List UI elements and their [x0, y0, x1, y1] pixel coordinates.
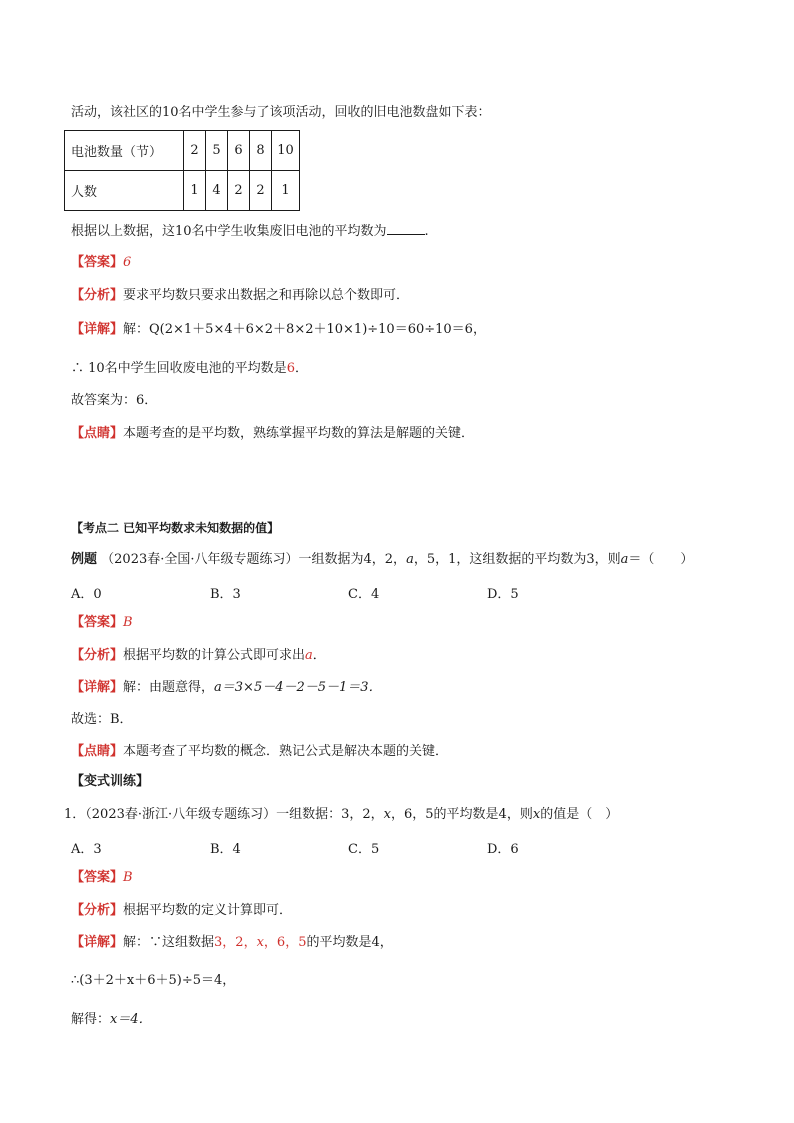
table-cell: 2	[250, 171, 272, 211]
solve-value: x＝4．	[110, 1012, 152, 1027]
comment-text: 本题考查的是平均数，熟练掌握平均数的算法是解题的关键．	[123, 426, 475, 441]
option-c: C．5	[348, 842, 380, 857]
analysis-var: a	[305, 648, 313, 663]
example-var-2: a	[620, 552, 629, 567]
detail-math: a＝3×5－4－2－5－1＝3．	[214, 680, 382, 695]
example-text-3: ＝（ ）	[628, 552, 694, 567]
variant-text-3: 的值是（ ）	[540, 807, 619, 822]
table-cell: 5	[206, 131, 228, 171]
detail-text: 解：∵这组数据	[123, 935, 215, 950]
analysis-line	[71, 287, 409, 305]
option-d: D．5	[487, 587, 519, 602]
option-c: C．4	[348, 587, 380, 602]
detail-label: 【详解】	[71, 322, 124, 337]
analysis-end: ．	[312, 648, 326, 663]
comment-label: 【点睛】	[71, 426, 124, 441]
answer-line	[71, 254, 131, 272]
option-a: A．3	[71, 842, 102, 857]
table-header-cell: 人数	[65, 171, 184, 211]
variant-text-2: ，6，5的平均数是4，则	[391, 807, 533, 822]
answer-line	[71, 869, 133, 887]
detail-label: 【详解】	[71, 680, 124, 695]
variant-title: 【变式训练】	[71, 774, 150, 789]
comment-line	[71, 425, 474, 443]
analysis-text: 根据平均数的定义计算即可．	[123, 903, 293, 918]
solve-label: 解得：	[71, 1012, 111, 1027]
conclusion-line: 故选：B．	[71, 712, 133, 727]
answer-label: 【答案】	[71, 870, 124, 885]
table-row	[65, 131, 300, 171]
table-row	[65, 171, 300, 211]
example-label: 例题	[71, 552, 98, 567]
question-end: .	[424, 224, 429, 239]
variant-1-question	[64, 806, 618, 824]
option-d: D．6	[487, 842, 519, 857]
table-cell: 10	[272, 131, 300, 171]
detail-line	[71, 934, 393, 952]
detail-values: 3，2，	[214, 935, 257, 950]
table-cell: 2	[184, 131, 206, 171]
variant-text: 1．（2023春·浙江·八年级专题练习）一组数据：3，2，	[64, 807, 384, 822]
example-question	[71, 551, 693, 569]
answer-label: 【答案】	[71, 615, 124, 630]
comment-text: 本题考查了平均数的概念．熟记公式是解决本题的关键．	[123, 744, 449, 759]
answer-value: 6	[123, 255, 132, 270]
therefore-text: ∴ 10名中学生回收废电池的平均数是	[71, 361, 287, 376]
section-2-title: 【考点二 已知平均数求未知数据的值】	[71, 521, 280, 535]
analysis-label: 【分析】	[71, 903, 124, 918]
table-cell: 8	[250, 131, 272, 171]
detail-values-2: ，6，5	[263, 935, 307, 950]
answer-value: B	[123, 870, 133, 885]
solve-line	[71, 1011, 152, 1029]
table-cell: 1	[272, 171, 300, 211]
comment-label: 【点睛】	[71, 744, 124, 759]
table-cell: 1	[184, 171, 206, 211]
answer-label: 【答案】	[71, 255, 124, 270]
table-cell: 2	[228, 171, 250, 211]
comment-line	[71, 743, 448, 761]
analysis-label: 【分析】	[71, 288, 124, 303]
conclusion-line: 故答案为：6．	[71, 393, 158, 408]
option-a: A．0	[71, 587, 102, 602]
therefore-value: 6	[286, 361, 295, 376]
analysis-line	[71, 647, 326, 665]
option-b: B．4	[210, 842, 241, 857]
intro-text: 活动，该社区的10名中学生参与了该项活动，回收的旧电池数盘如下表：	[71, 105, 491, 120]
detail-line	[71, 679, 382, 697]
table-cell: 4	[206, 171, 228, 211]
battery-table	[64, 130, 300, 211]
table-cell: 6	[228, 131, 250, 171]
question-1	[71, 222, 429, 241]
detail-text: 解：Q(2×1＋5×4＋6×2＋8×2＋10×1)÷10＝60÷10＝6，	[123, 322, 486, 337]
example-text: （2023春·全国·八年级专题练习）一组数据为4，2，	[101, 552, 407, 567]
option-b: B．3	[210, 587, 241, 602]
therefore-line	[71, 360, 308, 378]
detail-label: 【详解】	[71, 935, 124, 950]
detail-text: 解：由题意得，	[123, 680, 215, 695]
example-var: a	[406, 552, 414, 567]
detail-line	[71, 321, 486, 339]
equation-line: ∴(3＋2＋x＋6＋5)÷5＝4，	[71, 973, 236, 988]
analysis-text: 要求平均数只要求出数据之和再除以总个数即可．	[123, 288, 410, 303]
detail-text-2: 的平均数是4，	[306, 935, 393, 950]
answer-blank	[387, 222, 425, 235]
analysis-text: 根据平均数的计算公式即可求出	[123, 648, 306, 663]
question-text: 根据以上数据，这10名中学生收集废旧电池的平均数为	[71, 224, 387, 239]
answer-value: B	[123, 615, 133, 630]
therefore-end: ．	[294, 361, 308, 376]
example-text-2: ，5，1，这组数据的平均数为3，则	[413, 552, 621, 567]
analysis-line	[71, 902, 292, 920]
answer-line	[71, 614, 133, 632]
analysis-label: 【分析】	[71, 648, 124, 663]
table-header-cell: 电池数量（节）	[65, 131, 184, 171]
variant-var-2: x	[532, 807, 541, 822]
variant-var: x	[383, 807, 392, 822]
detail-var: x	[256, 935, 264, 950]
